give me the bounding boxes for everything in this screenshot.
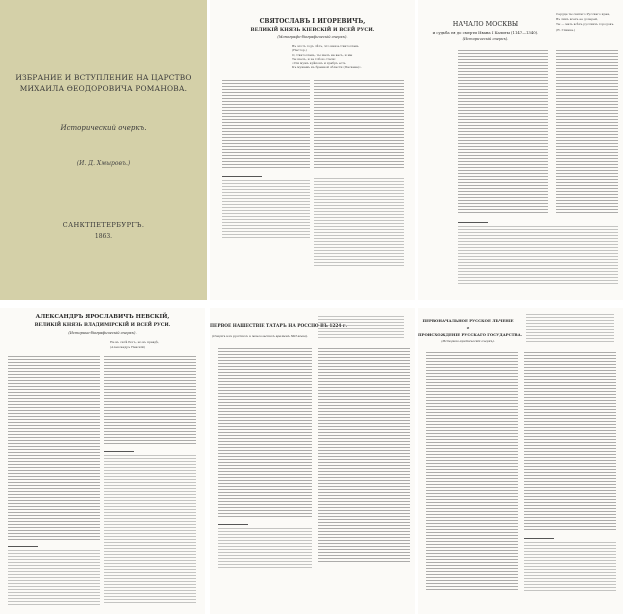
footnote-divider [8, 546, 38, 547]
cover-page [0, 0, 207, 300]
cover-title-line1: ИЗБРАНИЕ И ВСТУПЛЕНИЕ НА ЦАРСТВО [15, 73, 192, 82]
page-title: АЛЕКСАНДРЪ ЯРОСЛАВИЧЪ НЕВСКІЙ, [35, 314, 170, 320]
footnotes-left [8, 550, 100, 605]
cover-subtitle: Исторический очеркъ. [60, 124, 147, 132]
epigraph-line: «Сіи мужъ крѣпокъ и храбръ есть [292, 61, 346, 65]
page-title: ПЕРВОЕ НАШЕСТВІЕ ТАТАРЪ НА РОССІЮ ВЪ 1224 г. [210, 324, 347, 329]
cover-year: 1863. [94, 233, 113, 240]
page-note: (Историко-біографическій очеркъ). [68, 331, 137, 335]
page-note: (Монографо-біографическій очеркъ). [277, 35, 348, 39]
page-title: НАЧАЛО МОСКВЫ [452, 20, 519, 28]
page-title: СВЯТОСЛАВЪ I ИГОРЕВИЧЪ, [259, 18, 366, 25]
epigraph-line: Не въ силѣ Богъ, но въ правдѣ, [110, 340, 159, 344]
page-subtitle: и судьба ея до смерти Ивана I Калиты (1147—1340). [432, 30, 539, 35]
footnote-divider [524, 538, 554, 539]
body-text-column-left [222, 80, 310, 170]
article-page-tatars [210, 308, 415, 614]
epigraph-line: О, Святославъ, ты шелъ на васъ, и мы [292, 53, 353, 57]
epigraph-line: Сердце ты святаго Русскаго края, [556, 12, 611, 16]
epigraph-line: (Александръ Невскій) [110, 345, 145, 349]
page-note: (Историко-критическій очеркъ). [441, 339, 495, 343]
footnotes-left [222, 180, 310, 240]
epigraph-line: Въ этотъ годъ лѣтъ, что князь Святославъ [292, 44, 359, 48]
epigraph-block [318, 316, 404, 340]
body-text-column-left [8, 356, 100, 541]
cover-title-line2: МИХАИЛА ӨЕОДОРОВИЧА РОМАНОВА. [19, 84, 188, 93]
body-text-column-right [318, 348, 410, 563]
epigraph-line: (Ѳ. Глинка.) [556, 28, 576, 32]
footnotes [458, 226, 618, 286]
footnote-divider [218, 524, 248, 525]
footnote-divider [104, 451, 134, 452]
epigraph-line: Ты шелъ, и за тобою стали: [292, 57, 336, 61]
body-text-column-right [104, 356, 196, 446]
body-text-column-left [426, 352, 518, 592]
footnotes-right [314, 178, 404, 268]
article-page-nevsky [0, 308, 205, 614]
epigraph-line: Къ мужамъ въ бранной области (Паскева)». [292, 65, 362, 69]
cover-city: САНКТПЕТЕРБУРГЪ. [62, 221, 145, 229]
footnote-divider [458, 222, 488, 223]
article-page-svyatoslav [210, 0, 415, 300]
article-page-origins [418, 308, 623, 614]
body-text-column-right [524, 352, 616, 532]
page-note: (Историческій очеркъ). [462, 37, 509, 41]
page-title-line1: ПЕРВОНАЧАЛЬНОЕ РУССКОЕ ЛѢЧЕНІЕ [422, 318, 514, 323]
body-text-column-left [458, 50, 548, 215]
footnotes [218, 528, 312, 568]
footnote-divider [222, 176, 262, 177]
page-subtitle: ВЕЛИКІЙ КНЯЗЬ ВЛАДИМІРСКІЙ И ВСЕЙ РУСИ. [34, 323, 171, 328]
page-title-line2: и [466, 325, 470, 330]
page-subtitle: (Очеркъ изъ русскихъ и монгольскихъ временъ XIII вѣка). [211, 334, 309, 338]
body-text-column-right [556, 50, 618, 215]
footnotes-right [104, 455, 196, 605]
footnotes [524, 542, 616, 592]
article-page-moscow [418, 0, 623, 300]
body-text-column-right [314, 80, 404, 170]
body-text-column-left [218, 348, 312, 518]
page-subtitle: ВЕЛИКІЙ КНЯЗЬ КІЕВСКІЙ И ВСЕЙ РУСИ. [250, 27, 375, 33]
page-title-line3: ПРОИСХОЖДЕНІЕ РУССКАГО ГОСУДАРСТВА. [418, 332, 523, 337]
epigraph-line: (Нестор.) [292, 48, 307, 52]
epigraph-line: Ты — мать всѣхъ русскихъ городовъ. [556, 22, 615, 26]
cover-author: (И. Д. Хмыровъ.) [76, 160, 131, 167]
epigraph-line: Въ ликъ всехъ ее дочерей, [556, 17, 598, 21]
epigraph-block [526, 314, 614, 344]
